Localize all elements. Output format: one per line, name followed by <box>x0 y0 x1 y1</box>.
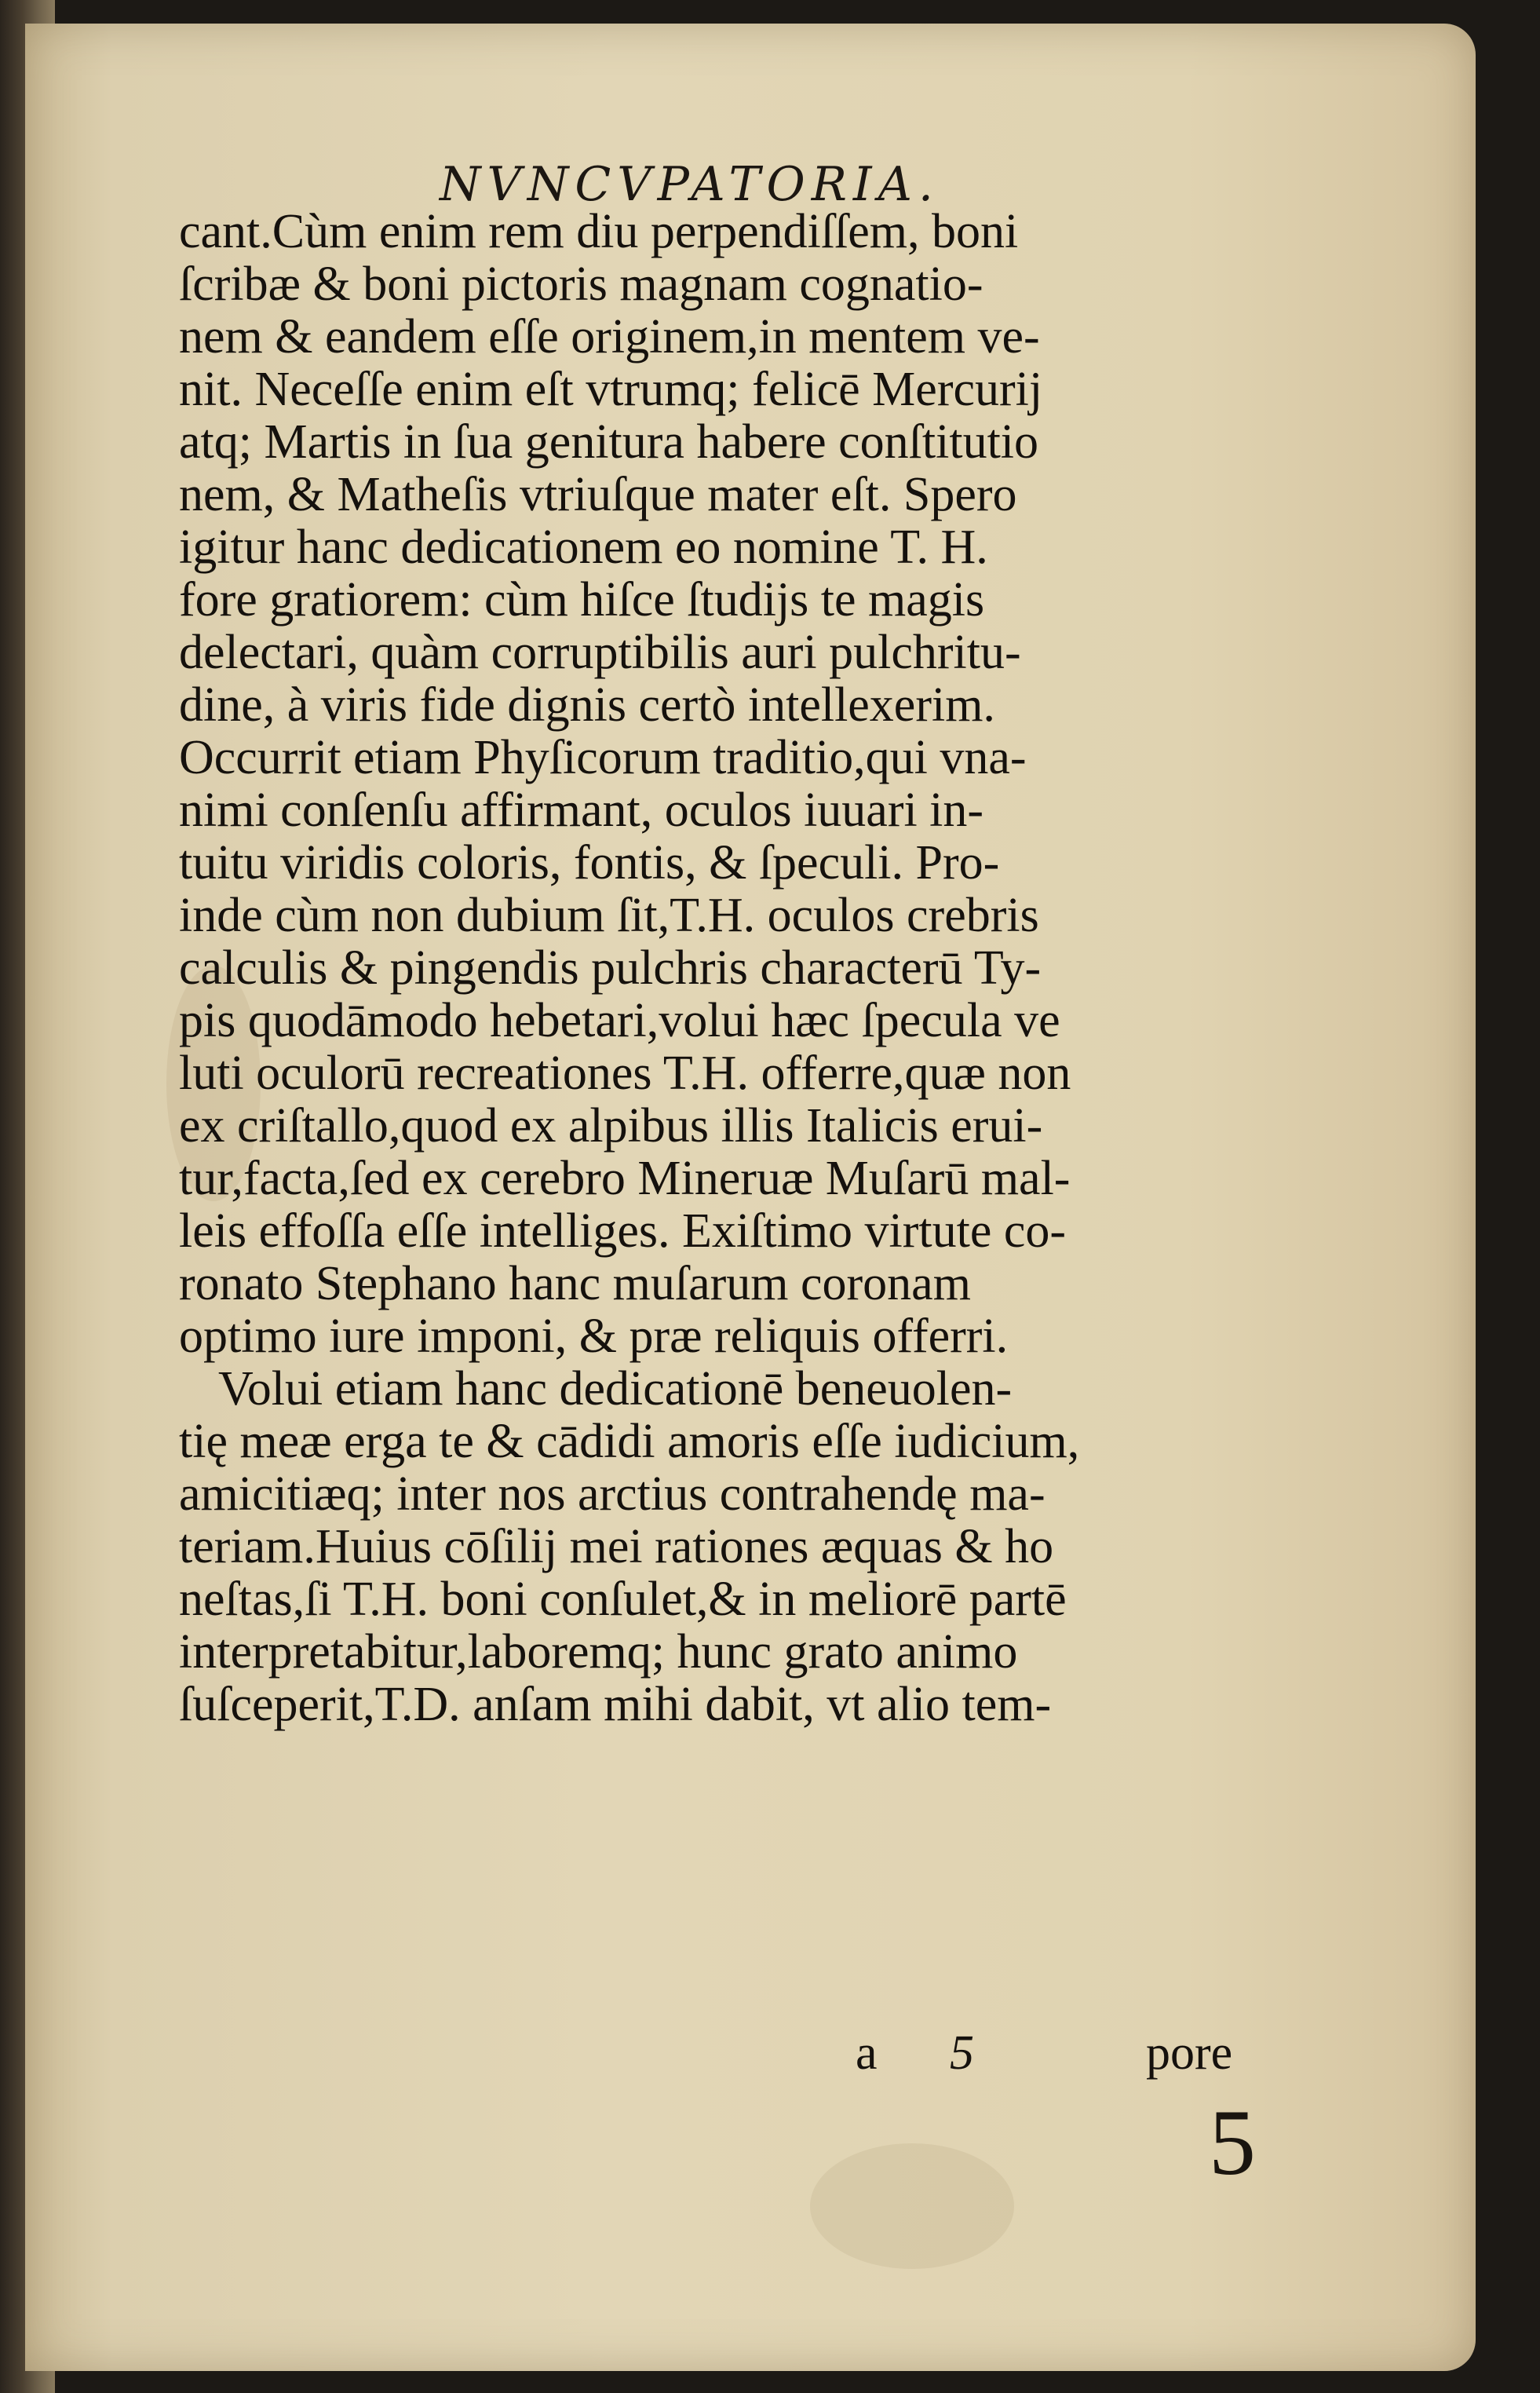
catchword: pore <box>1146 2026 1233 2080</box>
text-line: Volui etiam hanc dedicationē beneuolen- <box>218 1362 1013 1416</box>
text-line: tur,facta,ſed ex cerebro Mineruæ Muſarū mal- <box>179 1152 1071 1205</box>
text-line: dine, à viris fide dignis certò intellexerim. <box>179 678 995 732</box>
text-line: ſuſceperit,T.D. anſam mihi dabit, vt alio tem- <box>179 1678 1052 1731</box>
text-line: inde cùm non dubium ſit,T.H. oculos crebris <box>179 889 1039 942</box>
text-line: Occurrit etiam Phyſicorum traditio,qui vna- <box>179 731 1027 784</box>
text-line: interpretabitur,laboremq; hunc grato animo <box>179 1625 1018 1679</box>
signature-mark: a <box>856 2026 878 2080</box>
text-line: delectari, quàm corruptibilis auri pulchritu- <box>179 626 1021 679</box>
text-line: tię meæ erga te & cādidi amoris eſſe iudicium, <box>179 1415 1080 1468</box>
text-line: ex criſtallo,quod ex alpibus illis Italicis erui- <box>179 1099 1043 1153</box>
text-line: tuitu viridis coloris, fontis, & ſpeculi. Pro- <box>179 836 1000 890</box>
text-line: nit. Neceſſe enim eſt vtrumq; felicē Mercurij <box>179 363 1043 416</box>
text-line: teriam.Huius cōſilij mei rationes æquas & ho <box>179 1520 1054 1573</box>
text-line: cant.Cùm enim rem diu perpendiſſem, boni <box>179 205 1019 258</box>
text-line: ronato Stephano hanc muſarum coronam <box>179 1257 971 1310</box>
text-line: calculis & pingendis pulchris characterū Ty- <box>179 941 1042 995</box>
text-line: nem, & Matheſis vtriuſque mater eſt. Spero <box>179 468 1017 521</box>
text-line: pis quodāmodo hebetari,volui hæc ſpecula ve <box>179 994 1060 1047</box>
running-header: NVNCVPATORIA. <box>440 157 940 212</box>
text-line: optimo iure imponi, & præ reliquis offerri. <box>179 1310 1009 1363</box>
text-line: luti oculorū recreationes T.H. offerre,quæ non <box>179 1047 1071 1100</box>
text-line: igitur hanc dedicationem eo nomine T. H. <box>179 521 988 574</box>
body-text <box>179 206 1262 1731</box>
page-stain <box>810 2143 1014 2269</box>
text-line: fore gratiorem: cùm hiſce ſtudijs te magis <box>179 573 985 627</box>
text-line: neſtas,ſi T.H. boni conſulet,& in meliorē partē <box>179 1573 1067 1626</box>
text-line: leis effoſſa eſſe intelliges. Exiſtimo virtute co- <box>179 1204 1067 1258</box>
signature-number: 5 <box>950 2026 974 2080</box>
text-line: atq; Martis in ſua genitura habere conſtitutio <box>179 415 1039 469</box>
text-line: amicitiæq; inter nos arctius contrahendę ma- <box>179 1467 1046 1521</box>
text-line: nimi conſenſu affirmant, oculos iuuari in- <box>179 784 984 837</box>
folio-number: 5 <box>1209 2090 1256 2194</box>
text-line: nem & eandem eſſe originem,in mentem ve- <box>179 310 1040 364</box>
text-line: ſcribæ & boni pictoris magnam cognatio- <box>179 258 983 311</box>
